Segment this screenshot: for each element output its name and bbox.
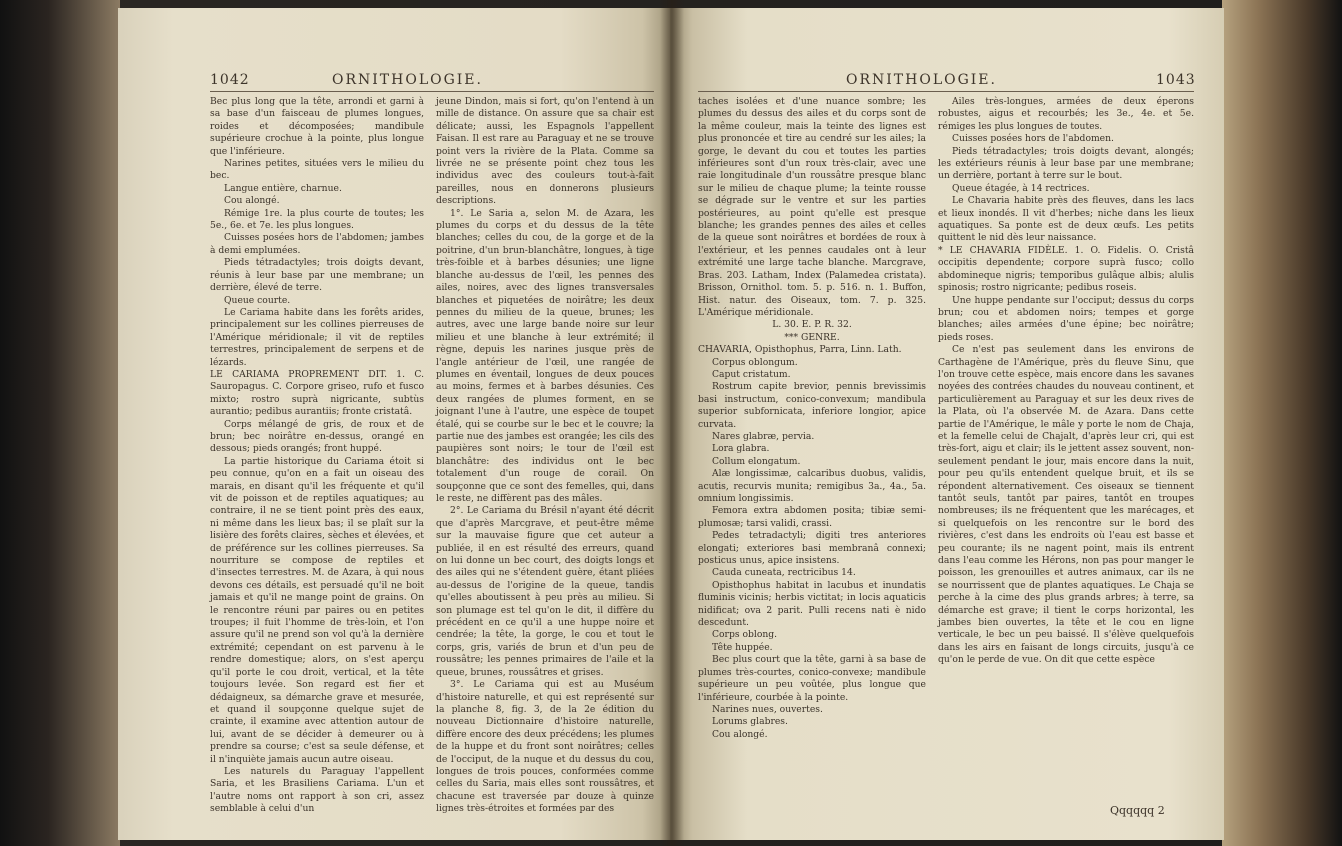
measurements: L. 30. E. P. R. 32. xyxy=(772,319,852,331)
paragraph: Cou alongé. xyxy=(712,728,768,740)
paragraph: Langue entière, charnue. xyxy=(224,182,342,194)
paragraph: La partie historique du Cariama étoit si peu connue, qu'on en a fait un oiseau des marais, en disant qu'il les fréquente et qu'il vit de poisson et de reptiles aquatiques; au contraire, il ne se tient point près des eaux, ni même dans les lieux bas; il se plaît sur la lisière des forêts claires, sèches et élevées, et de préférence sur les collines pierreuses. Sa nourriture se compose de reptiles et d'insectes terrestres. M. de Azara, à qui nous devons ces détails, est persuadé qu'il ne boit jamais et qu'il ne mange point de grains. On le rencontre réuni par paires ou en petites troupes; il fuit l'homme de très-loin, et l'on assure qu'il ne prend son vol qu'à la dernière extrémité; cependant on est parvenu à le rendre domestique; alors, on s'est aperçu qu'il porte le cou droit, vertical, et la tête toujours levée. Son regard est fier et dédaigneux, sa démarche grave et mesurée, et quand il soupçonne quelque sujet de crainte, il examine avec attention autour de lui, avant de se décider à demeurer ou à prendre sa course; c'est sa seule défense, et il n'inquiète jamais aucun autre oiseau. xyxy=(210,455,424,765)
species-heading: LE CARIAMA PROPREMENT DIT. 1. C. Sauropagus. C. Corpore griseo, rufo et fusco mixto; rostro suprà nigricante, subtùs aurantio; pedibus aurantiis; fronte cristatâ. xyxy=(210,368,424,418)
right-column-1 xyxy=(698,96,926,741)
genus-title: CHAVARIA, Opisthophus, Parra, Linn. Lath. xyxy=(698,344,902,356)
left-column-1 xyxy=(210,96,424,816)
right-page xyxy=(670,8,1224,840)
left-page xyxy=(118,8,670,840)
paragraph: Narines petites, situées vers le milieu du bec. xyxy=(210,158,424,182)
paragraph: Les naturels du Paraguay l'appellent Saria, et les Brasiliens Cariama. L'un et l'autre noms ont rapport à son cri, assez semblable à celui d'un xyxy=(210,765,424,815)
paragraph: Le Cariama habite dans les forêts arides, principalement sur les collines pierreuses de l'Amérique méridionale; il vit de reptiles terrestres, principalement de serpens et de lézards. xyxy=(210,306,424,368)
paragraph: 2°. Le Cariama du Brésil n'ayant été décrit que d'après Marcgrave, et peut-être même sur la mauvaise figure que cet auteur a publiée, il en est résulté des erreurs, quand on lui donne un bec court, des doigts longs et des ailes qui ne s'étendent guère, étant pliées au-dessus de l'origine de la queue, tandis qu'elles aboutissent à peu près au milieu. Si son plumage est tel qu'on le dit, il diffère du précédent en ce qu'il a une huppe noire et cendrée; la tête, la gorge, le cou et tout le corps, gris, variés de brun et d'un peu de roussâtre; les pennes primaires de l'aile et la queue, brunes, roussâtres et grises. xyxy=(436,505,654,678)
paragraph: taches isolées et d'une nuance sombre; les plumes du dessus des ailes et du corps sont de la même couleur, mais la teinte des lignes est plus prononcée et tire au cendré sur les ailes; la gorge, le devant du cou et toutes les parties inférieures sont d'un roux très-clair, avec une raie longitudinale d'un roussâtre presque blanc sur le milieu de chaque plume; la teinte rousse se dégrade sur le ventre et sur les parties postérieures, au point qu'elle est presque blanche; les grandes pennes des ailes et celles de la queue sont noirâtres et bordées de roux à l'extérieur, et les pennes caudales ont à leur extrémité une large tache blanche. Marcgrave, Bras. 203. Latham, Index (Palamedea cristata). Brisson, Ornithol. tom. 5. p. 516. n. 1. Buffon, Hist. natur. des Oiseaux, tom. 7. p. 325. L'Amérique méridionale. xyxy=(698,96,926,318)
book-gutter xyxy=(660,0,684,846)
paragraph: Cuisses posées hors de l'abdomen; jambes à demi emplumées. xyxy=(210,232,424,256)
paragraph: Corps mélangé de gris, de roux et de brun; bec noirâtre en-dessus, orangé en dessous; pieds orangés; front huppé. xyxy=(210,418,424,455)
right-page-edges xyxy=(1222,0,1342,846)
paragraph: Pieds tétradactyles; trois doigts devant, réunis à leur base par une membrane; un derrière, élevé de terre. xyxy=(210,257,424,294)
latin-line: Corpus oblongum. xyxy=(712,356,798,368)
signature-mark: Qqqqqq 2 xyxy=(1110,804,1165,817)
right-page-number: 1043 xyxy=(1156,72,1196,88)
paragraph: Narines nues, ouvertes. xyxy=(712,703,823,715)
right-column-2 xyxy=(938,96,1194,667)
genre-heading: *** GENRE. xyxy=(784,331,840,343)
left-page-number: 1042 xyxy=(210,72,250,88)
latin-line: Alæ longissimæ, calcaribus duobus, validis, acutis, recurvis munita; remigibus 3a., 4a., 5a. omnium longissimis. xyxy=(698,468,926,504)
latin-line: Cauda cuneata, rectricibus 14. xyxy=(712,567,856,579)
species-heading: * LE CHAVARIA FIDÈLE. 1. O. Fidelis. O. Cristâ occipitis dependente; corpore suprà fusco; collo abdomineque nigris; temporibus gulâque albis; alulis spinosis; rostro nigricante; pedibus roseis. xyxy=(938,244,1194,294)
latin-line: Pedes tetradactyli; digiti tres anteriores elongati; exteriores basi membranâ connexi; posticus unus, apice insistens. xyxy=(698,530,926,567)
paragraph: 3°. Le Cariama qui est au Muséum d'histoire naturelle, et qui est représenté sur la planche 8, fig. 3, de la 2e édition du nouveau Dictionnaire d'histoire naturelle, diffère encore des deux précédens; les plumes de la huppe et du front sont noirâtres; celles de l'occiput, de la nuque et du dessus du cou, longues de trois pouces, conformées comme celles du Saria, mais elles sont roussâtres, et chacune est traversée par douze à quinze lignes très-étroites et formées par des xyxy=(436,679,654,815)
paragraph: 1°. Le Saria a, selon M. de Azara, les plumes du corps et du dessus de la tête blanches; celles du cou, de la gorge et de la poitrine, d'un brun-blanchâtre, longues, à tige très-foible et à barbes désunies; une ligne blanche au-dessus de l'œil, les pennes des ailes, noires, avec des lignes transversales blanches et piquetées de noirâtre; les deux pennes du milieu de la queue, brunes; les autres, avec une large bande noire sur leur milieu et une blanche à leur extrémité; il règne, depuis les narines jusque près de l'angle antérieur de l'œil, une rangée de plumes en éventail, longues de deux pouces au moins, fermes et à barbes désunies. Ces deux rangées de plumes forment, en se joignant l'une à l'autre, une espèce de toupet étalé, qui se courbe sur le bec et le couvre; la partie nue des jambes est orangée; les cils des paupières sont noirs; le tour de l'œil est blanchâtre: des individus ont le bec totalement d'un rouge de corail. On soupçonne que ce sont des femelles, qui, dans le reste, ne diffèrent pas des mâles. xyxy=(436,207,654,504)
paragraph: Rémige 1re. la plus courte de toutes; les 5e., 6e. et 7e. les plus longues. xyxy=(210,207,424,232)
paragraph: Cou alongé. xyxy=(224,195,280,207)
latin-line: Nares glabræ, pervia. xyxy=(712,430,815,442)
paragraph: Queue étagée, à 14 rectrices. xyxy=(952,182,1090,194)
latin-line: Femora extra abdomen posita; tibiæ semi-plumosæ; tarsi validi, crassi. xyxy=(698,505,926,529)
latin-line: Opisthophus habitat in lacubus et inundatis fluminis vicinis; herbis victitat; in locis aquaticis nidificat; ova 2 parit. Pulli recens nati è nido descedunt. xyxy=(698,579,926,629)
latin-line: Lora glabra. xyxy=(712,443,770,455)
paragraph: Ce n'est pas seulement dans les environs de Carthagène de l'Amérique, près du fleuve Sinu, que l'on trouve cette espèce, mais encore dans les savanes noyées des contrées chaudes du nouveau continent, et particulièrement au Paraguay et sur les deux rives de la Plata, où l'a observée M. de Azara. Dans cette partie de l'Amérique, le mâle y porte le nom de Chaja, et la femelle celui de Chajalt, d'après leur cri, qui est très-fort, aigu et clair; ils le jettent assez souvent, non-seulement pendant le jour, mais encore dans la nuit, pour peu qu'ils entendent quelque bruit, et ils se répondent alternativement. Ces oiseaux se tiennent tantôt seuls, tantôt par paires, tantôt en troupes nombreuses; ils ne fréquentent que les marécages, et si quelquefois on les rencontre sur le bord des rivières, c'est dans les endroits où l'eau est basse et peu courante; ils ne nagent point, mais ils entrent dans l'eau comme les Hérons, non pas pour manger le poisson, les grenouilles et autres animaux, car ils ne se nourrissent que de plantes aquatiques. Le Chaja se perche à la cime des plus grands arbres; à terre, sa démarche est grave; il tient le corps horizontal, les jambes bien ouvertes, la tête et le cou en ligne verticale, le bec un peu baissé. Il s'élève quelquefois dans les airs en faisant de longs circuits, jusqu'à ce qu'on le perde de vue. On dit que cette espèce xyxy=(938,344,1194,666)
left-column-2 xyxy=(436,96,654,816)
paragraph: Pieds tétradactyles; trois doigts devant, alongés; les extérieurs réunis à leur base par une membrane; un derrière, portant à terre sur le bout. xyxy=(938,145,1194,182)
latin-line: Collum elongatum. xyxy=(712,455,801,467)
paragraph: Queue courte. xyxy=(224,294,291,306)
paragraph: jeune Dindon, mais si fort, qu'on l'entend à un mille de distance. On assure que sa chair est délicate; aussi, les Espagnols l'appellent Faisan. Il est rare au Paraguay et ne se trouve point vers la rivière de la Plata. Comme sa livrée ne se présente point chez tous les individus avec des couleurs tout-à-fait pareilles, nous en donnerons plusieurs descriptions. xyxy=(436,96,654,207)
left-running-head: ORNITHOLOGIE. xyxy=(332,72,483,88)
paragraph: Bec plus long que la tête, arrondi et garni à sa base d'un faisceau de plumes longues, roides et décomposées; mandibule supérieure crochue à la pointe, plus longue que l'inférieure. xyxy=(210,96,424,157)
left-head-rule xyxy=(210,91,654,92)
paragraph: Corps oblong. xyxy=(712,629,778,641)
paragraph: Cuisses posées hors de l'abdomen. xyxy=(952,133,1114,145)
paragraph: Une huppe pendante sur l'occiput; dessus du corps brun; cou et abdomen noirs; tempes et gorge blanches; ailes armées d'une épine; bec noirâtre; pieds roses. xyxy=(938,294,1194,343)
left-page-edges xyxy=(0,0,120,846)
latin-line: Rostrum capite brevior, pennis brevissimis basi instructum, conico-convexum; mandibula superior subfornicata, inferiore longior, apice curvata. xyxy=(698,381,926,430)
paragraph: Le Chavaria habite près des fleuves, dans les lacs et lieux inondés. Il vit d'herbes; niche dans les lieux aquatiques. Sa ponte est de deux œufs. Les petits quittent le nid dès leur naissance. xyxy=(938,195,1194,244)
paragraph: Tête huppée. xyxy=(712,641,773,653)
right-head-rule xyxy=(698,91,1194,92)
right-running-head: ORNITHOLOGIE. xyxy=(846,72,997,88)
paragraph: Ailes très-longues, armées de deux éperons robustes, aigus et recourbés; les 3e., 4e. et 5e. rémiges les plus longues de toutes. xyxy=(938,96,1194,132)
paragraph: Bec plus court que la tête, garni à sa base de plumes très-courtes, conico-convexe; mandibule supérieure un peu voûtée, plus longue que l'inférieure, courbée à la pointe. xyxy=(698,654,926,703)
latin-line: Caput cristatum. xyxy=(712,368,791,380)
paragraph: Lorums glabres. xyxy=(712,716,788,728)
